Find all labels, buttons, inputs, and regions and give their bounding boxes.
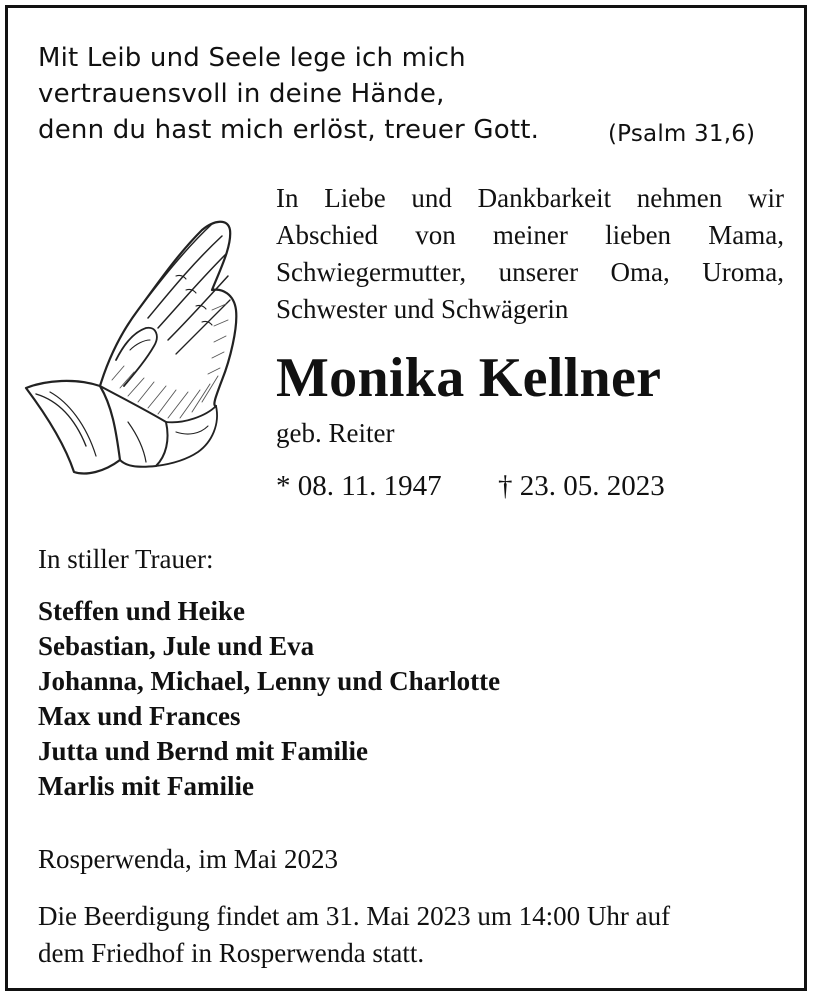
list-item: Jutta und Bernd mit Familie xyxy=(38,736,369,766)
intro-line-3: Schwiegermutter, unserer Oma, Uroma, xyxy=(276,257,784,287)
psalm-quote xyxy=(38,40,778,148)
place-and-date: Rosperwenda, im Mai 2023 xyxy=(38,844,338,874)
death-date: † 23. 05. 2023 xyxy=(498,470,665,502)
psalm-line-1: Mit Leib und Seele lege ich mich xyxy=(38,43,466,73)
funeral-info xyxy=(38,898,788,972)
birth-date: * 08. 11. 1947 xyxy=(276,470,442,502)
funeral-line-2: dem Friedhof in Rosperwenda statt. xyxy=(38,938,425,968)
psalm-line-3: denn du hast mich erlöst, treuer Gott. xyxy=(38,115,540,145)
mourning-heading: In stiller Trauer: xyxy=(38,544,214,574)
family-list xyxy=(38,594,500,804)
praying-hands-icon xyxy=(16,210,248,480)
list-item: Marlis mit Familie xyxy=(38,771,254,801)
maiden-name: geb. Reiter xyxy=(276,418,395,448)
list-item: Johanna, Michael, Lenny und Charlotte xyxy=(38,666,501,696)
list-item: Max und Frances xyxy=(38,701,241,731)
obituary-notice xyxy=(5,5,807,991)
intro-text xyxy=(276,180,784,328)
psalm-line-2: vertrauensvoll in deine Hände, xyxy=(38,79,445,109)
life-dates xyxy=(276,470,665,503)
deceased-name: Monika Kellner xyxy=(276,347,662,409)
list-item: Steffen und Heike xyxy=(38,596,246,626)
intro-line-2: Abschied von meiner lieben Mama, xyxy=(276,220,784,250)
list-item: Sebastian, Jule und Eva xyxy=(38,631,315,661)
intro-line-1: In Liebe und Dankbarkeit nehmen wir xyxy=(276,183,784,213)
intro-line-4: Schwester und Schwägerin xyxy=(276,294,569,324)
funeral-line-1: Die Beerdigung findet am 31. Mai 2023 um 14:00 Uhr auf xyxy=(38,901,671,931)
psalm-reference: (Psalm 31,6) xyxy=(608,121,756,147)
